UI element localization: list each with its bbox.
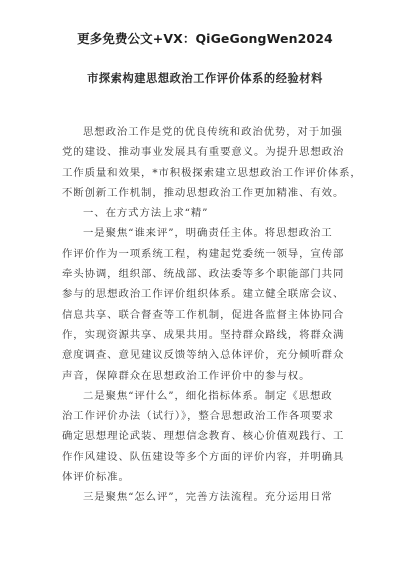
paragraph-line: 参与的思想政治工作评价组织体系。建立健全联席会议、: [62, 288, 345, 301]
section-heading: 一、在方式方法上求“精”: [83, 207, 209, 220]
paragraph-line: 二是聚焦“评什么”，细化指标体系。制定《思想政: [83, 389, 333, 402]
paragraph-line: 声音，保障群众在思想政治工作评价中的参与权。: [62, 369, 311, 382]
paragraph-line: 一是聚焦“谁来评”，明确责任主体。将思想政治工: [83, 227, 333, 240]
paragraph-line: 工作质量和效果，*市积极探索建立思想政治工作评价体系，: [62, 166, 362, 179]
paragraph-line: 作，实现资源共享、成果共用。坚持群众路线，将群众满: [62, 328, 345, 341]
paragraph-line: 信息共享、联合督查等工作机制，促进各监督主体协同合: [62, 308, 345, 321]
document-title: 市探索构建思想政治工作评价体系的经验材料: [87, 72, 323, 85]
paragraph-line: 作作风建设、队伍建设等多个方面的评价内容，并明确具: [62, 450, 345, 463]
paragraph-line: 作评价作为一项系统工程，构建起党委统一领导，宣传部: [62, 247, 345, 260]
paragraph-line: 确定思想理论武装、理想信念教育、核心价值观践行、工: [62, 430, 345, 443]
document-body: [62, 122, 362, 508]
paragraph-line: 意度调查、意见建议反馈等纳入总体评价，充分倾听群众: [62, 349, 345, 362]
paragraph-line: 三是聚焦“怎么评”，完善方法流程。充分运用日常: [83, 491, 333, 504]
paragraph-line: 思想政治工作是党的优良传统和政治优势，对于加强: [83, 126, 343, 138]
paragraph-line: 不断创新工作机制，推动思想政治工作更加精准、有效。: [62, 186, 345, 199]
paragraph-line: 体评价标准。: [62, 471, 130, 484]
paragraph-line: 治工作评价办法（试行）》，整合思想政治工作各项要求: [62, 410, 334, 423]
paragraph-line: 牵头协调，组织部、统战部、政法委等多个职能部门共同: [62, 268, 345, 281]
paragraph-line: 党的建设、推动事业发展具有重要意义。为提升思想政治: [62, 146, 345, 159]
header-banner: 更多免费公文+VX：QiGeGongWen2024: [77, 31, 333, 46]
